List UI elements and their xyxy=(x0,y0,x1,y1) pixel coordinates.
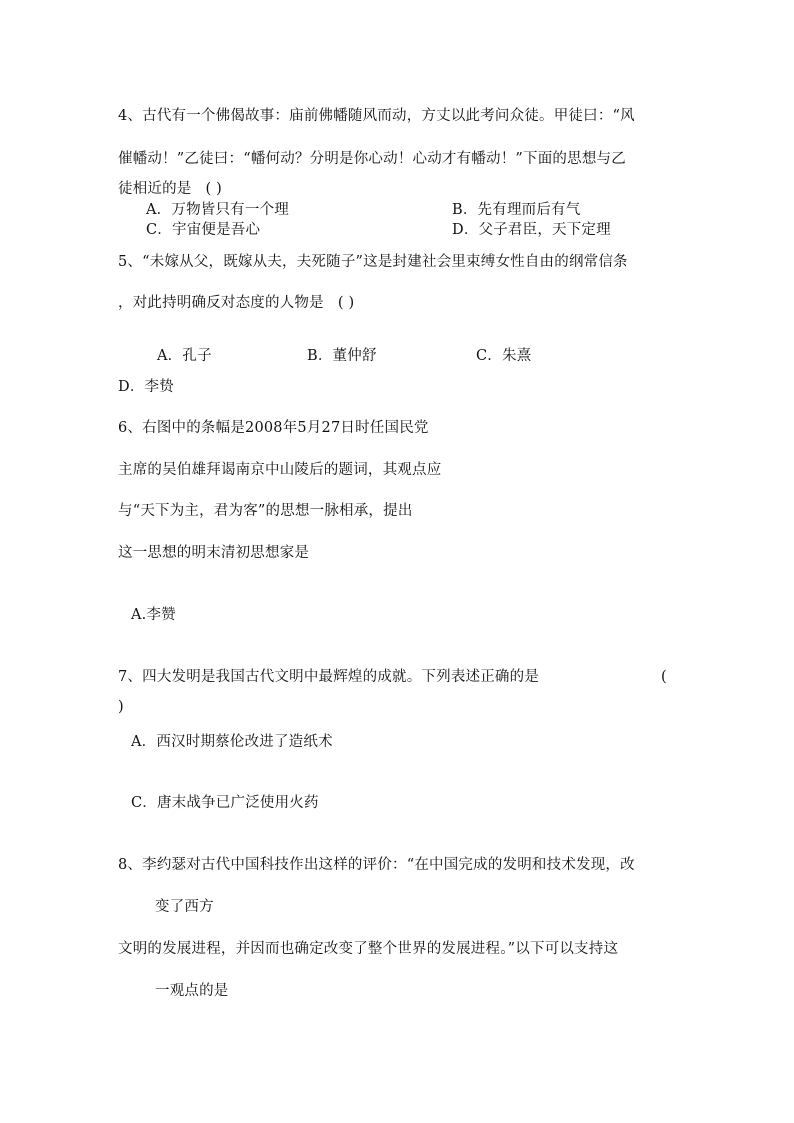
q8-stem-line1: 8、李约瑟对古代中国科技作出这样的评价：“在中国完成的发明和技术发现，改 xyxy=(118,857,635,873)
q5-stem-line1: 5、“未嫁从父，既嫁从夫，夫死随子”这是封建社会里束缚女性自由的纲常信条 xyxy=(118,254,628,270)
q5-option-b: B．董仲舒 xyxy=(307,348,377,364)
q4-stem-line3 xyxy=(118,180,222,198)
q5-stem-text: ，对此持明确反对态度的人物是 xyxy=(118,295,324,311)
q4-option-a: A．万物皆只有一个理 xyxy=(146,202,289,218)
q8-stem-line2: 变了西方 xyxy=(155,899,214,915)
q4-option-d: D．父子君臣，天下定理 xyxy=(452,222,611,238)
q5-answer-paren: ( ) xyxy=(337,295,355,311)
q8-stem-line4: 一观点的是 xyxy=(155,983,229,999)
q4-stem-text: 徒相近的是 xyxy=(118,181,192,197)
q7-option-a: A．西汉时期蔡伦改进了造纸术 xyxy=(131,734,333,750)
q4-stem-line2: 催幡动！”乙徒曰：“幡何动？分明是你心动！心动才有幡动！”下面的思想与乙 xyxy=(118,151,626,167)
q7-answer-paren-close: ) xyxy=(118,699,124,715)
q7-stem-line1: 7、四大发明是我国古代文明中最辉煌的成就。下列表述正确的是 xyxy=(118,669,540,685)
q8-stem-line3: 文明的发展进程，并因而也确定改变了整个世界的发展进程。”以下可以支持这 xyxy=(118,941,619,957)
q4-option-b: B．先有理而后有气 xyxy=(452,202,581,218)
q6-option-a: A.李赞 xyxy=(131,607,176,623)
q4-stem-line1: 4、古代有一个佛偈故事：庙前佛幡随风而动，方丈以此考问众徒。甲徒曰：“风 xyxy=(118,108,635,124)
q7-option-c: C．唐末战争已广泛使用火药 xyxy=(131,795,319,811)
q5-option-d: D．李贽 xyxy=(118,379,174,395)
q5-option-a: A．孔子 xyxy=(157,348,212,364)
q6-stem-line1: 6、右图中的条幅是2008年5月27日时任国民党 xyxy=(118,420,429,436)
q6-stem-line2: 主席的吴伯雄拜谒南京中山陵后的题词，其观点应 xyxy=(118,462,442,478)
q6-stem-line4: 这一思想的明末清初思想家是 xyxy=(118,545,310,561)
q5-stem-line2 xyxy=(118,294,354,312)
q6-stem-line3: 与“天下为主，君为客”的思想一脉相承，提出 xyxy=(118,503,413,519)
q4-answer-paren: ( ) xyxy=(205,181,223,197)
q7-answer-paren-open: ( xyxy=(661,669,667,685)
q5-option-c: C．朱熹 xyxy=(476,348,532,364)
q4-option-c: C．宇宙便是吾心 xyxy=(146,222,261,238)
